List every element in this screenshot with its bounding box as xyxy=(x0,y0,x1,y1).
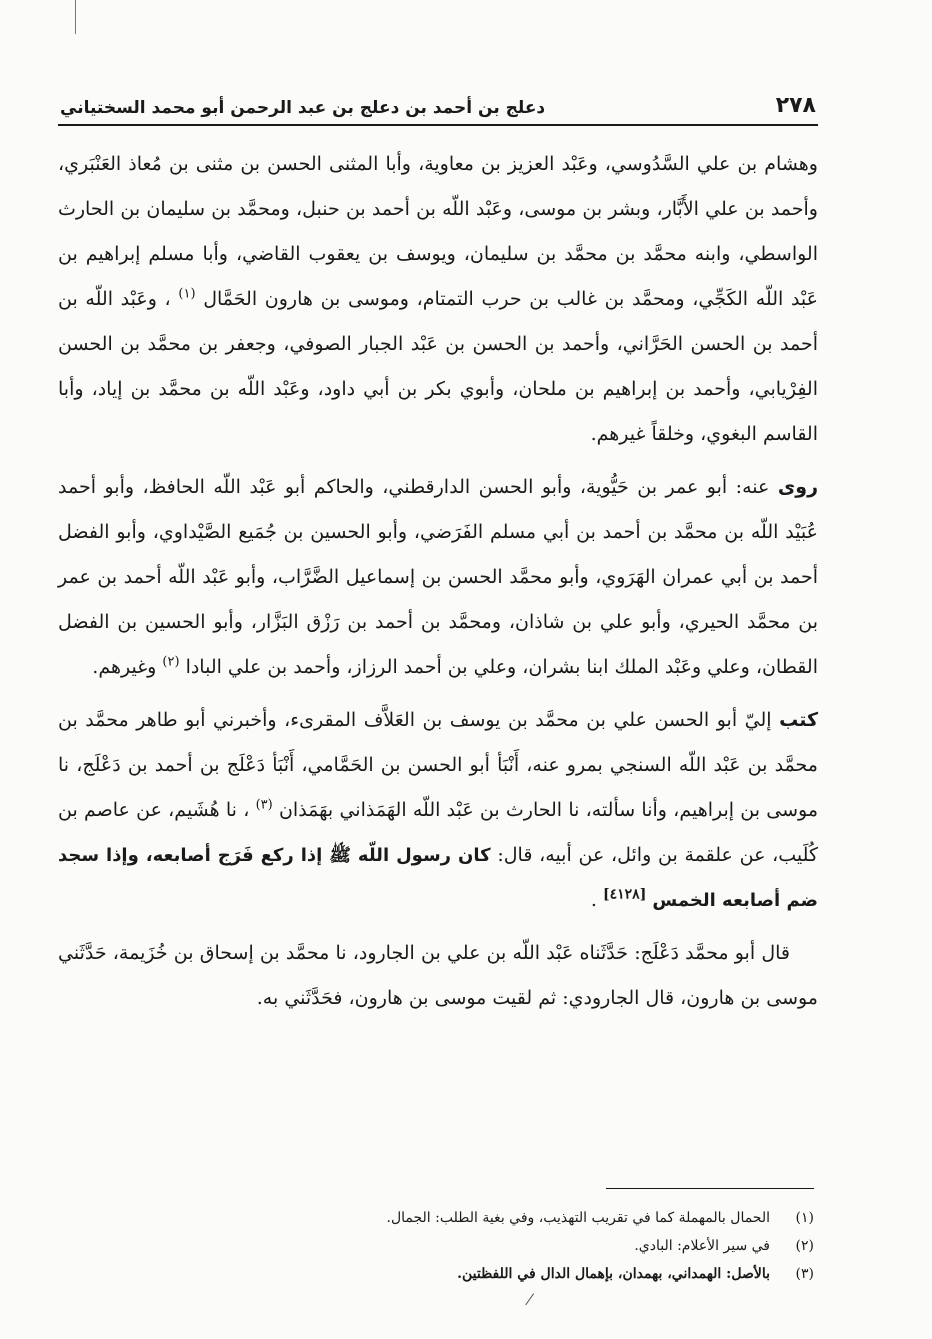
paragraph-text: ، وعَبْد اللّه بن أحمد بن الحسن الحَرَّاني، وأحمد بن الحسن بن عَبْد الجبار الصوفي، وجعفر بن محمَّد بن الحسن الفِرْيابي، وأحمد بن إبراهيم بن ملحان، وأبوي بكر بن أبي داود، وعَبْد اللّه بن محمَّد بن إياد، وأبا القاسم البغوي، وخلقاً غيرهم. xyxy=(58,288,818,445)
paragraph-text: وغيرهم. xyxy=(92,656,157,678)
paragraph-text: إليّ أبو الحسن علي بن محمَّد بن يوسف بن العَلاَّف المقرىء، وأخبرني أبو طاهر محمَّد بن محمَّد بن عَبْد اللّه السنجي بمرو عنه، أَنْبَأ أبو الحسن بن الحَمَّامي، أَنْبَأ دَعْلَج بن أحمد بن دَعْلَج، نا موسى بن إبراهيم، وأنا سألته، نا الحارث بن عَبْد اللّه الهَمَذاني بهَمَذان xyxy=(58,709,819,821)
paragraph-text: قال أبو محمَّد دَعْلَج: حَدَّثَناه عَبْد اللّه بن علي بن الجارود، نا محمَّد بن إسحاق بن خُزَيمة، حَدَّثَني موسى بن هارون، قال الجارودي: ثم لقيت موسى بن هارون، فحَدَّثَني به. xyxy=(58,942,818,1009)
footnote-number: (٣) xyxy=(795,1266,814,1282)
footnote-text: بالأصل: الهمداني، بهمدان، بإهمال الدال في اللفظتين. xyxy=(457,1266,770,1282)
paragraph-closing xyxy=(58,931,818,1021)
footnote-item xyxy=(114,1260,814,1288)
footnote-item xyxy=(114,1204,814,1232)
footnote-text: في سير الأعلام: البادي. xyxy=(634,1238,770,1254)
footnote-item xyxy=(114,1232,814,1260)
paragraph-text: وهشام بن علي السَّدُوسي، وعَبْد العزيز بن معاوية، وأبا المثنى الحسن بن مثنى بن مُعاذ العَنْبَري، وأحمد بن علي الأَبَّار، وبشر بن موسى، وعَبْد اللّه بن أحمد بن حنبل، ومحمَّد بن سليمان بن الحارث الواسطي، وابنه محمَّد بن محمَّد بن سليمان، ويوسف بن يعقوب القاضي، وأبا مسلم إبراهيم بن عَبْد اللّه الكَجِّي، ومحمَّد بن غالب بن حرب التمتام، وموسى بن هارون الحَمَّال xyxy=(58,153,819,310)
running-title: دعلج بن أحمد بن دعلج بن عبد الرحمن أبو محمد السختياني xyxy=(60,98,546,118)
footnote-marker: (٣) xyxy=(255,797,273,813)
hadith-text: كان رسول اللّه ﷺ إذا ركع فَرَج أصابعه، وإذا سجد ضم أصابعه الخمس xyxy=(58,845,818,911)
paragraph-text: عنه: أبو عمر بن حَيُّوية، وأبو الحسن الدارقطني، والحاكم أبو عَبْد اللّه الحافظ، وأبو أحمد عُبَيْد اللّه بن محمَّد بن أحمد بن أبي مسلم الفَرَضي، وأبو الحسين بن جُمَيع الصَّيْداوي، وأبو الفضل أحمد بن أبي عمران الهَرَوي، وأبو محمَّد الحسن بن إسماعيل الضَّرَّاب، وأبو عَبْد اللّه أحمد بن عمر بن محمَّد الحيري، وأبو علي بن شاذان، ومحمَّد بن أحمد بن رَزْق البَزَّار، وأبو الحسين بن الفضل القطان، وعلي وعَبْد الملك ابنا بشران، وعلي بن أحمد الرزاز، وأحمد بن علي البادا xyxy=(58,476,818,678)
footnote-text: الحمال بالمهملة كما في تقريب التهذيب، وفي بغية الطلب: الجمال. xyxy=(386,1210,770,1226)
hadith-reference-number: [٤١٢٨] xyxy=(603,886,647,903)
paragraph-hadith-chain xyxy=(58,698,818,923)
paragraph-lead-word: كتب xyxy=(779,709,818,731)
footnote-number: (٢) xyxy=(795,1238,814,1254)
footnote-marker: (١) xyxy=(178,286,196,302)
footnotes xyxy=(114,1204,814,1288)
book-page xyxy=(58,88,818,1029)
paragraph-text: ، نا هُشَيم، عن عاصم بن كُلَيب، عن علقمة بن وائل، عن أبيه، قال: xyxy=(58,799,818,866)
page-number: ٢٧٨ xyxy=(775,93,816,118)
paragraph-lead-word: روى xyxy=(777,476,819,498)
running-head xyxy=(58,88,818,126)
paragraph-end: . xyxy=(590,889,597,911)
paragraph-narrators xyxy=(58,465,818,690)
paragraph-teachers xyxy=(58,142,818,457)
body-text xyxy=(58,142,818,1021)
footnote-divider xyxy=(606,1188,814,1189)
margin-line xyxy=(75,0,76,34)
scan-mark xyxy=(525,1293,544,1312)
footnote-number: (١) xyxy=(795,1210,814,1226)
footnote-marker: (٢) xyxy=(162,654,180,670)
